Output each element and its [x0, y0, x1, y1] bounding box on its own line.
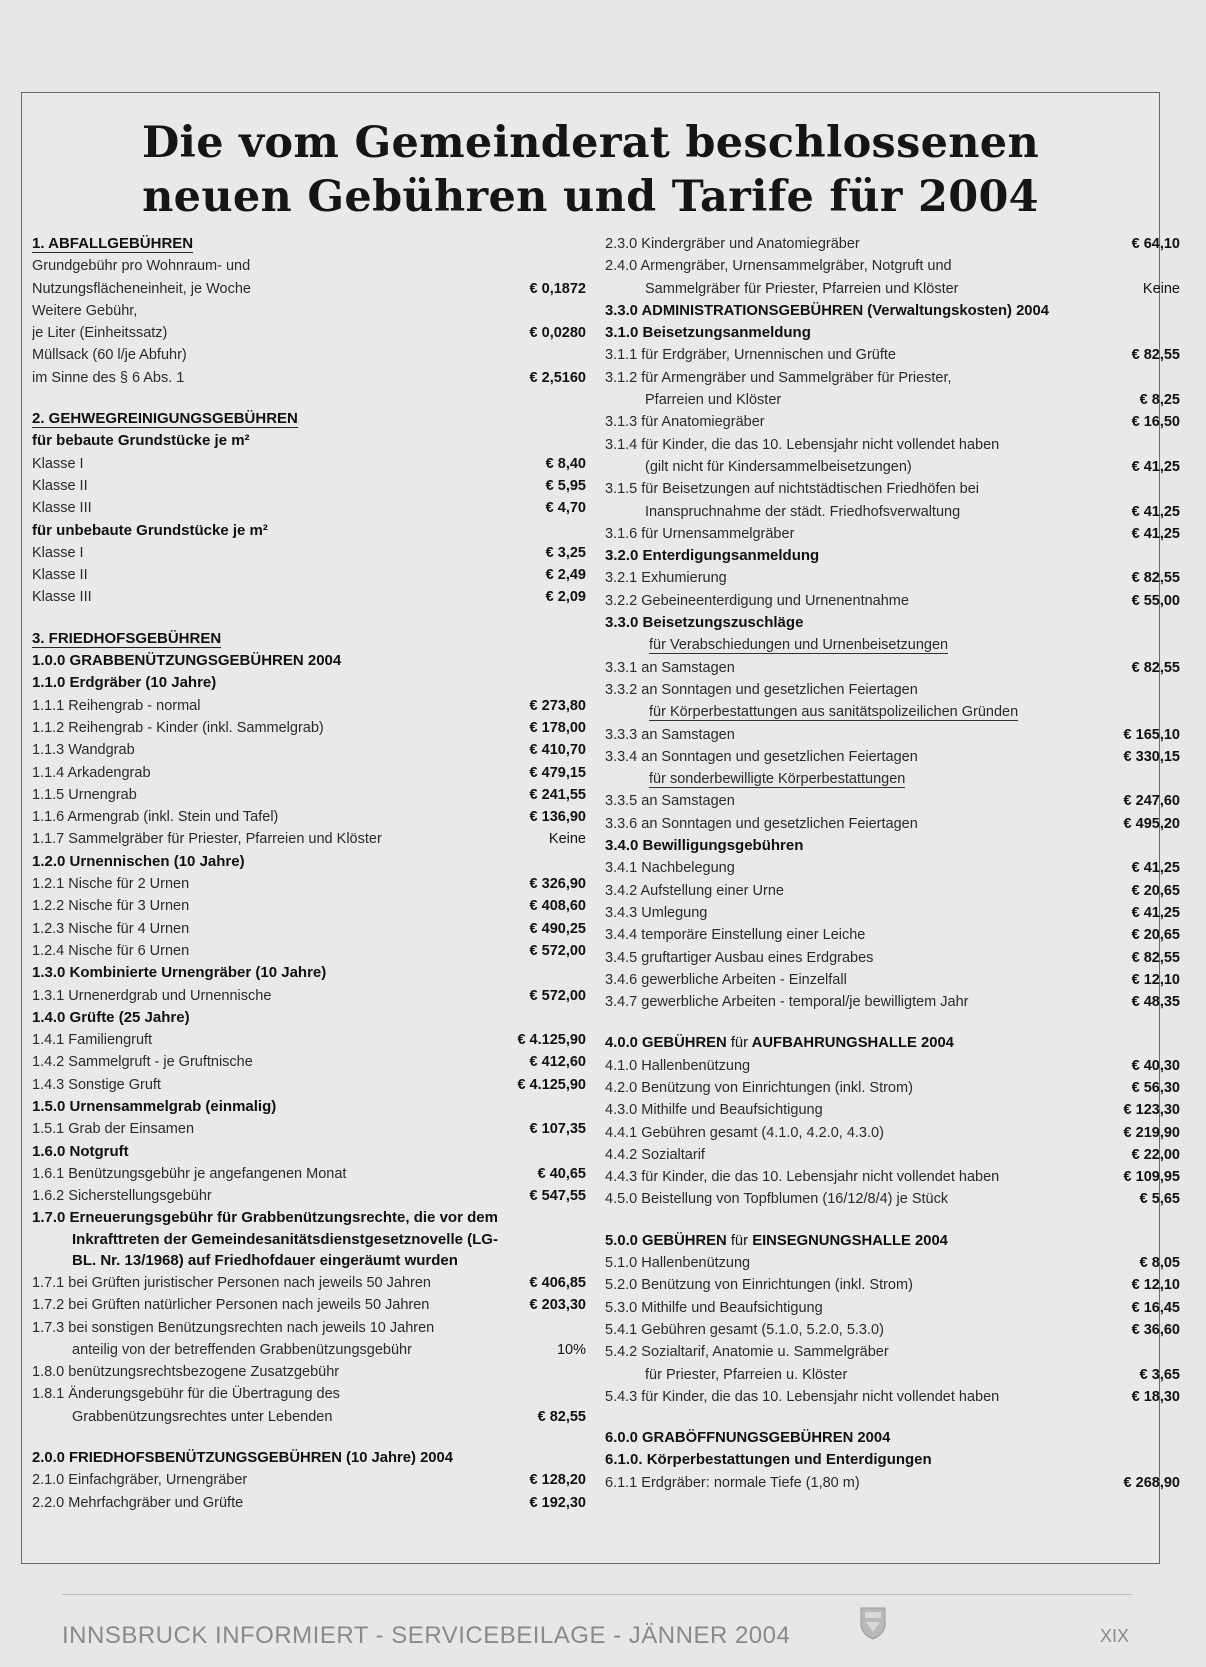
subsection-heading: 1.3.0 Kombinierte Urnengräber (10 Jahre)	[32, 964, 327, 982]
fee-row: 3.2.2 Gebeineenterdigung und Urnenentnahme € 55,00	[605, 592, 1180, 609]
fee-row: 2.3.0 Kindergräber und Anatomiegräber € 64,10	[605, 236, 1180, 252]
subsection-heading: für bebaute Grundstücke je m²	[32, 432, 250, 450]
section-heading: 1. ABFALLGEBÜHREN	[32, 235, 194, 252]
subsection-heading: 1.2.0 Urnennischen (10 Jahre)	[32, 852, 245, 870]
section-heading: 6.0.0 GRABÖFFNUNGSGEBÜHREN 2004	[605, 1430, 891, 1447]
section-heading: 3.3.0 ADMINISTRATIONSGEBÜHREN (Verwaltungskosten) 2004	[605, 302, 1049, 319]
fee-row: 3.3.4 an Sonntagen und gesetzlichen Feiertagen € 330,15	[605, 748, 1180, 765]
fee-row: 1.1.5 Urnengrab € 241,55	[32, 786, 586, 803]
fee-row: 3.1.3 für Anatomiegräber € 16,50	[605, 414, 1180, 431]
page-title	[22, 116, 1159, 224]
subsection-heading: für unbebaute Grundstücke je m²	[32, 521, 268, 539]
fee-row: 1.4.3 Sonstige Gruft € 4.125,90	[32, 1076, 586, 1093]
fee-row: 3.3.3 an Samstagen € 165,10	[605, 726, 1180, 743]
subsection-heading: 1.0.0 GRABBENÜTZUNGSGEBÜHREN 2004	[32, 652, 342, 670]
fee-row: Müllsack (60 l/je Abfuhr)	[32, 347, 187, 364]
fee-row: 4.4.1 Gebühren gesamt (4.1.0, 4.2.0, 4.3.0) € 219,90	[605, 1124, 1180, 1141]
fee-row: für Priester, Pfarreien u. Klöster € 3,65	[645, 1366, 1180, 1383]
fee-row: Klasse I € 3,25	[32, 544, 586, 561]
fee-row: 1.2.3 Nische für 4 Urnen € 490,25	[32, 920, 586, 937]
fee-row: 6.1.1 Erdgräber: normale Tiefe (1,80 m) € 268,90	[605, 1474, 1180, 1491]
title-line-2: neuen Gebühren und Tarife für 2004	[142, 172, 1039, 222]
fee-row: 3.4.3 Umlegung € 41,25	[605, 904, 1180, 921]
section-heading: 2.0.0 FRIEDHOFSBENÜTZUNGSGEBÜHREN (10 Jahre) 2004	[32, 1450, 453, 1467]
fee-row: 3.3.6 an Sonntagen und gesetzlichen Feiertagen € 495,20	[605, 815, 1180, 832]
fee-row: 3.4.6 gewerbliche Arbeiten - Einzelfall € 12,10	[605, 971, 1180, 988]
fee-row: Grabbenützungsrechtes unter Lebenden € 82,55	[72, 1408, 586, 1425]
fee-row: 3.3.1 an Samstagen € 82,55	[605, 659, 1180, 676]
fee-row: 1.4.1 Familiengruft € 4.125,90	[32, 1032, 586, 1049]
fee-row: 1.1.1 Reihengrab - normal € 273,80	[32, 697, 586, 714]
fee-row: 1.7.3 bei sonstigen Benützungsrechten nach jeweils 10 Jahren	[32, 1319, 435, 1336]
fee-row: 1.1.7 Sammelgräber für Priester, Pfarreien und Klöster Keine	[32, 831, 586, 848]
fee-row: 3.4.1 Nachbelegung € 41,25	[605, 860, 1180, 877]
fee-row: Klasse II € 5,95	[32, 477, 586, 494]
fee-row: je Liter (Einheitssatz) € 0,0280	[32, 325, 586, 342]
subsection-heading: 3.1.0 Beisetzungsanmeldung	[605, 324, 811, 342]
category-label: für Körperbestattungen aus sanitätspolizeilichen Gründen	[649, 704, 1019, 721]
fee-row: im Sinne des § 6 Abs. 1 € 2,5160	[32, 369, 586, 386]
right-column	[605, 233, 1180, 1494]
fee-row: 1.1.3 Wandgrab € 410,70	[32, 742, 586, 759]
fee-row: 4.2.0 Benützung von Einrichtungen (inkl. Strom) € 56,30	[605, 1079, 1180, 1096]
category-label: für sonderbewilligte Körperbestattungen	[649, 771, 906, 788]
subsection-heading: 1.4.0 Grüfte (25 Jahre)	[32, 1008, 190, 1026]
fee-row: 2.4.0 Armengräber, Urnensammelgräber, Notgruft und	[605, 258, 952, 275]
fee-row: 1.4.2 Sammelgruft - je Gruftnische € 412,60	[32, 1054, 586, 1071]
fee-row: 1.1.6 Armengrab (inkl. Stein und Tafel) € 136,90	[32, 809, 586, 826]
fee-row: 1.3.1 Urnenerdgrab und Urnennische € 572,00	[32, 987, 586, 1004]
fee-row: 5.3.0 Mithilfe und Beaufsichtigung € 16,45	[605, 1299, 1180, 1316]
fee-row: 5.2.0 Benützung von Einrichtungen (inkl. Strom) € 12,10	[605, 1277, 1180, 1294]
fee-row: 3.1.5 für Beisetzungen auf nichtstädtischen Friedhöfen bei	[605, 481, 980, 498]
fee-row: 1.8.0 benützungsrechtsbezogene Zusatzgebühr	[32, 1364, 340, 1381]
fee-row: 3.3.5 an Samstagen € 247,60	[605, 793, 1180, 810]
page-number: XIX	[1100, 1626, 1130, 1646]
fee-row: Klasse III € 2,09	[32, 589, 586, 606]
fee-row: 4.4.2 Sozialtarif € 22,00	[605, 1146, 1180, 1163]
fee-row: 1.7.2 bei Grüften natürlicher Personen nach jeweils 50 Jahren € 203,30	[32, 1297, 586, 1314]
section-heading: 4.0.0 GEBÜHREN für AUFBAHRUNGSHALLE 2004	[605, 1035, 954, 1052]
tariff-document-frame	[21, 92, 1180, 1564]
fee-row: 5.4.3 für Kinder, die das 10. Lebensjahr nicht vollendet haben € 18,30	[605, 1388, 1180, 1405]
fee-row: 1.2.2 Nische für 3 Urnen € 408,60	[32, 898, 586, 915]
fee-row: 4.5.0 Beistellung von Topfblumen (16/12/8/4) je Stück € 5,65	[605, 1191, 1180, 1208]
fee-row: Pfarreien und Klöster € 8,25	[645, 392, 1180, 409]
fee-row: 3.2.1 Exhumierung € 82,55	[605, 570, 1180, 587]
fee-row: Klasse III € 4,70	[32, 500, 586, 517]
fee-row: 3.4.7 gewerbliche Arbeiten - temporal/je bewilligtem Jahr € 48,35	[605, 994, 1180, 1011]
fee-row: 3.1.4 für Kinder, die das 10. Lebensjahr nicht vollendet haben	[605, 436, 1000, 453]
fee-row: 1.5.1 Grab der Einsamen € 107,35	[32, 1121, 586, 1138]
fee-row: Klasse I € 8,40	[32, 455, 586, 472]
fee-row: 4.4.3 für Kinder, die das 10. Lebensjahr nicht vollendet haben € 109,95	[605, 1169, 1180, 1186]
fee-row: 1.6.1 Benützungsgebühr je angefangenen Monat € 40,65	[32, 1165, 586, 1182]
fee-row: Nutzungsflächeneinheit, je Woche € 0,1872	[32, 280, 586, 297]
fee-row: 2.1.0 Einfachgräber, Urnengräber € 128,20	[32, 1472, 586, 1489]
fee-row: 3.1.1 für Erdgräber, Urnennischen und Grüfte € 82,55	[605, 347, 1180, 364]
subsection-heading: 1.5.0 Urnensammelgrab (einmalig)	[32, 1097, 277, 1115]
fee-row: 3.4.4 temporäre Einstellung einer Leiche € 20,65	[605, 927, 1180, 944]
fee-row: Klasse II € 2,49	[32, 567, 586, 584]
fee-row: 4.1.0 Hallenbenützung € 40,30	[605, 1057, 1180, 1074]
subsection-heading: 1.1.0 Erdgräber (10 Jahre)	[32, 674, 217, 692]
subsection-heading: 3.2.0 Enterdigungsanmeldung	[605, 547, 820, 565]
title-line-1: Die vom Gemeinderat beschlossenen	[141, 118, 1040, 168]
section-heading: 3. FRIEDHOFSGEBÜHREN	[32, 629, 222, 647]
fee-row: 1.2.4 Nische für 6 Urnen € 572,00	[32, 942, 586, 959]
footer-divider	[62, 1594, 1132, 1595]
fee-row: Sammelgräber für Priester, Pfarreien und Klöster Keine	[645, 280, 1180, 297]
subsection-heading: 1.7.0 Erneuerungsgebühr für Grabbenützungsrechte, die vor dem Inkrafttreten der Gemeindesanitätsdienstgesetznovelle (LG- BL. Nr. 13/1968) auf Friedhofdauer eingeräumt wurden	[32, 1209, 498, 1270]
fee-row: (gilt nicht für Kindersammelbeisetzungen) € 41,25	[645, 458, 1180, 475]
category-label: für Verabschiedungen und Urnenbeisetzungen	[649, 637, 949, 654]
subsection-heading: 3.3.0 Beisetzungszuschläge	[605, 614, 804, 632]
fee-row: 3.4.5 gruftartiger Ausbau eines Erdgrabes € 82,55	[605, 949, 1180, 966]
left-column	[32, 233, 586, 1514]
fee-row: 1.6.2 Sicherstellungsgebühr € 547,55	[32, 1188, 586, 1205]
fee-row: 3.1.2 für Armengräber und Sammelgräber für Priester,	[605, 369, 952, 386]
fee-row: 3.1.6 für Urnensammelgräber € 41,25	[605, 525, 1180, 542]
fee-row: 5.1.0 Hallenbenützung € 8,05	[605, 1255, 1180, 1272]
fee-row: 3.3.2 an Sonntagen und gesetzlichen Feiertagen	[605, 681, 918, 698]
subsection-heading: 3.4.0 Bewilligungsgebühren	[605, 837, 804, 855]
fee-row: Weitere Gebühr,	[32, 302, 138, 319]
footer-publication: INNSBRUCK INFORMIERT - SERVICEBEILAGE - JÄNNER 2004	[62, 1622, 791, 1649]
fee-row: 2.2.0 Mehrfachgräber und Grüfte € 192,30	[32, 1494, 586, 1511]
fee-row: 4.3.0 Mithilfe und Beaufsichtigung € 123,30	[605, 1102, 1180, 1119]
subsection-heading: 1.6.0 Notgruft	[32, 1142, 129, 1160]
fee-row: 1.1.2 Reihengrab - Kinder (inkl. Sammelgrab) € 178,00	[32, 719, 586, 736]
fee-row: 1.7.1 bei Grüften juristischer Personen nach jeweils 50 Jahren € 406,85	[32, 1274, 586, 1291]
fee-row: anteilig von der betreffenden Grabbenützungsgebühr 10%	[72, 1341, 586, 1358]
fee-row: 1.8.1 Änderungsgebühr für die Übertragung des	[32, 1386, 340, 1403]
fee-row: 1.1.4 Arkadengrab € 479,15	[32, 764, 586, 781]
section-heading: 5.0.0 GEBÜHREN für EINSEGNUNGSHALLE 2004	[605, 1232, 948, 1249]
fee-row: 1.2.1 Nische für 2 Urnen € 326,90	[32, 876, 586, 893]
fee-row: Inanspruchnahme der städt. Friedhofsverwaltung € 41,25	[645, 503, 1180, 520]
fee-row: 5.4.2 Sozialtarif, Anatomie u. Sammelgräber	[605, 1344, 889, 1361]
subsection-heading: 6.1.0. Körperbestattungen und Enterdigungen	[605, 1451, 932, 1469]
section-heading: 2. GEHWEGREINIGUNGSGEBÜHREN	[32, 410, 298, 428]
city-crest-icon	[858, 1604, 888, 1640]
fee-row: 5.4.1 Gebühren gesamt (5.1.0, 5.2.0, 5.3.0) € 36,60	[605, 1321, 1180, 1338]
fee-row: Grundgebühr pro Wohnraum- und	[32, 258, 251, 275]
fee-row: 3.4.2 Aufstellung einer Urne € 20,65	[605, 882, 1180, 899]
